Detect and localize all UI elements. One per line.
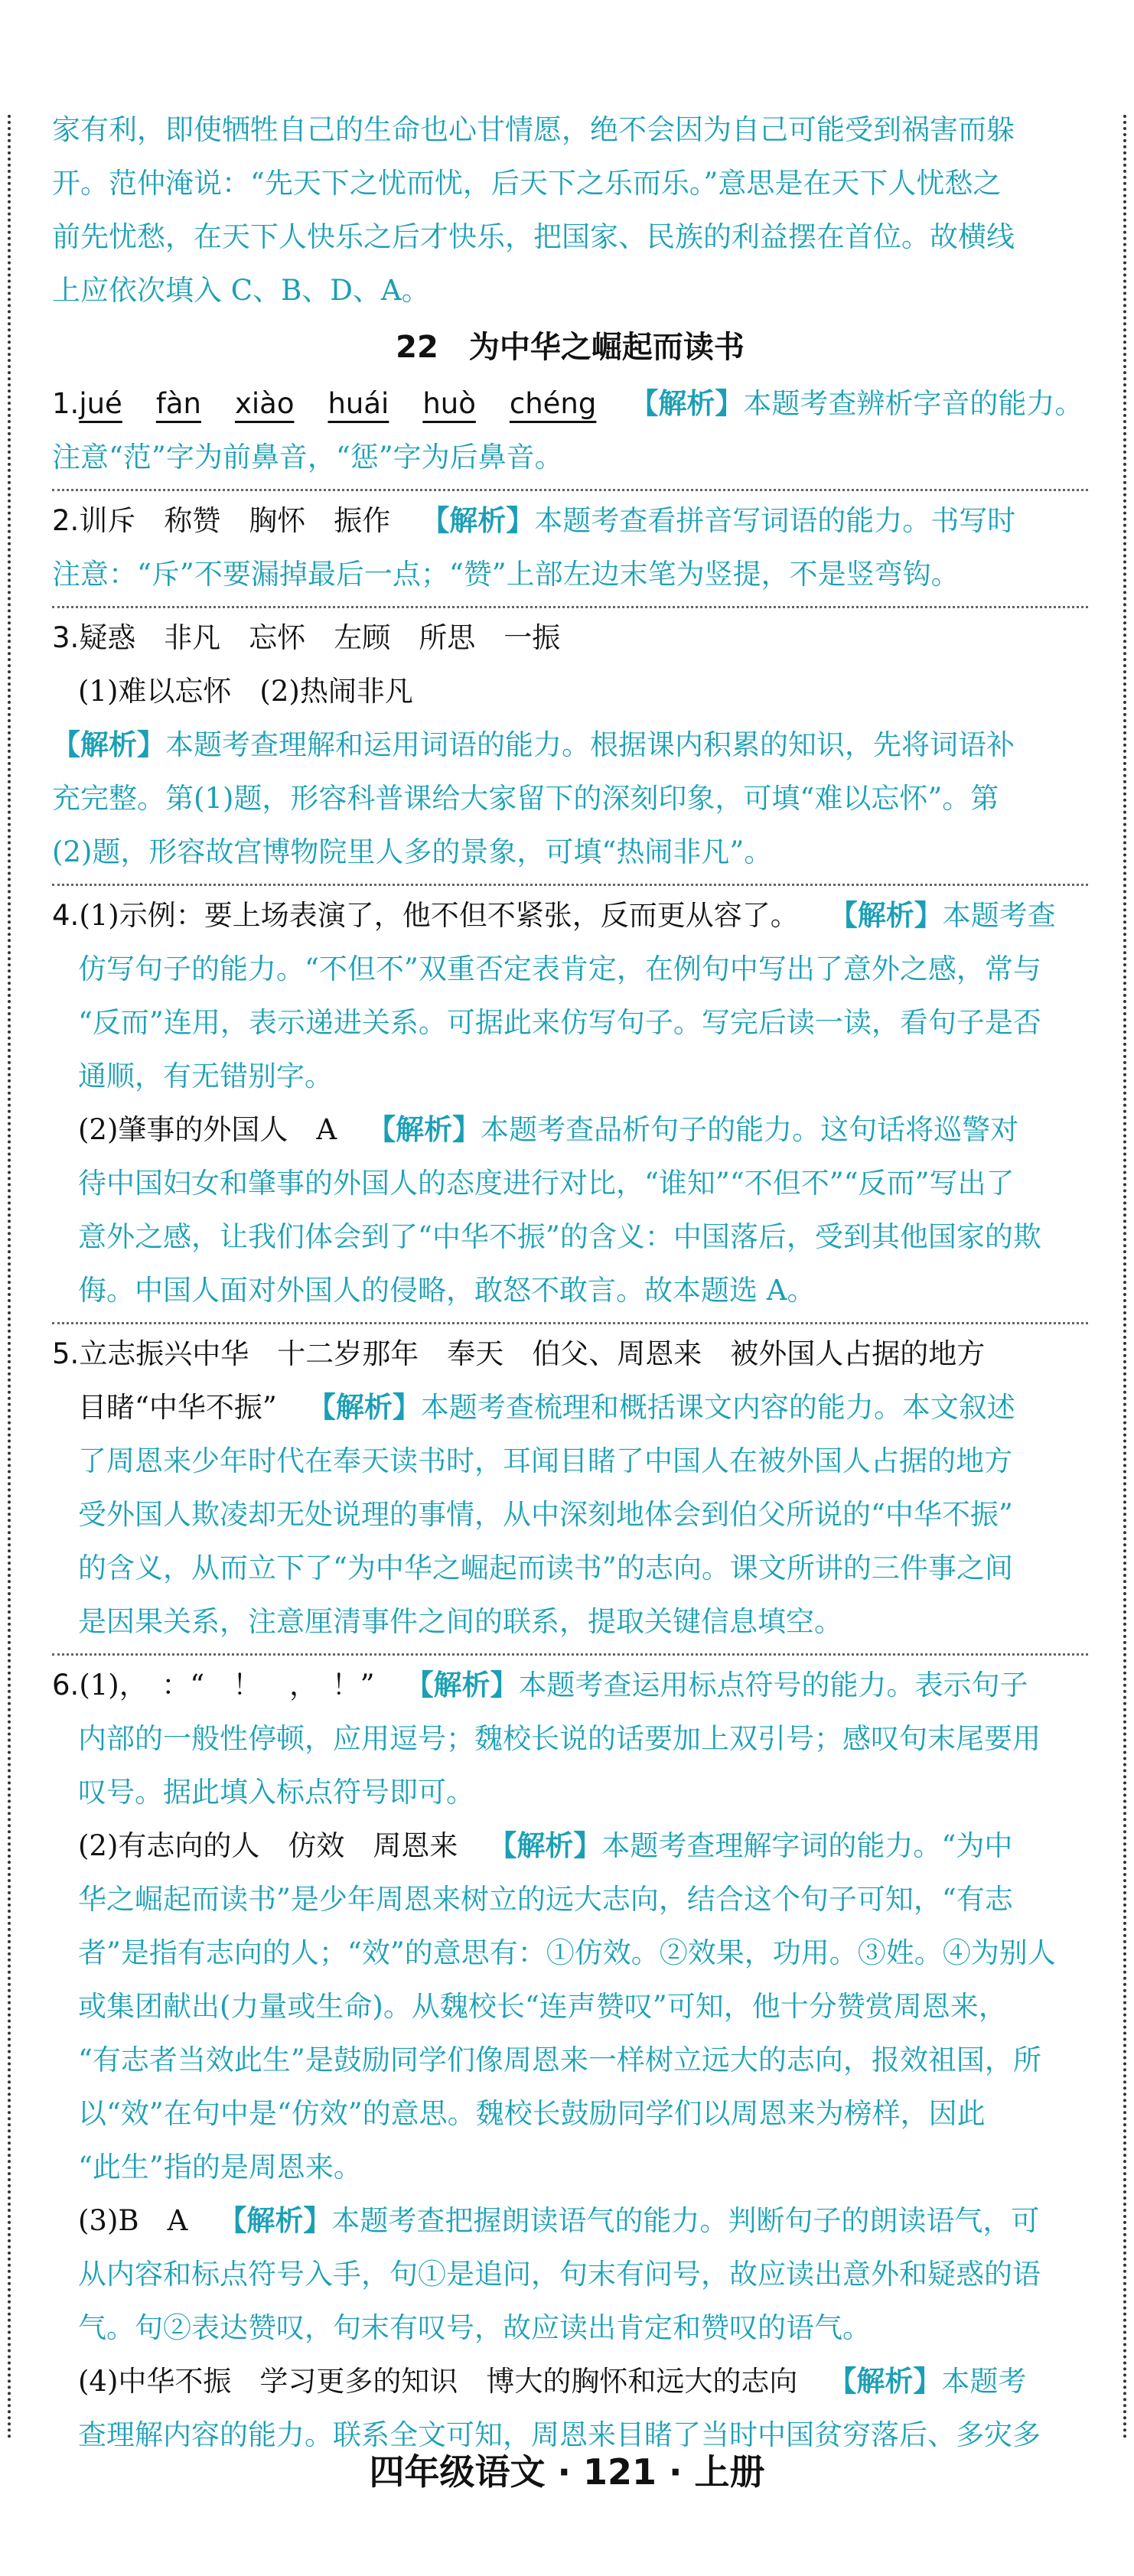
analysis-text: 从内容和标点符号入手，句①是追问，句末有问号，故应读出意外和疑惑的语 — [78, 2258, 1041, 2291]
answer-text: 立志振兴中华 十二岁那年 奉天 伯父、周恩来 被外国人占据的地方 — [79, 1337, 986, 1370]
analysis-text: 本题考查理解字词的能力。“为中 — [601, 1829, 1013, 1862]
pinyin-answer: xiào — [234, 387, 295, 420]
answer-text: (4)中华不振 学习更多的知识 博大的胸怀和远大的志向 — [78, 2365, 798, 2398]
analysis-text: 以“效”在句中是“仿效”的意思。魏校长鼓励同学们以周恩来为榜样，因此 — [78, 2097, 986, 2130]
answer-text: (1)难以忘怀 (2)热闹非凡 — [78, 675, 413, 708]
page-content — [52, 103, 1088, 2462]
q5-line1 — [52, 1327, 1088, 1381]
answer-text: (2)肇事的外国人 A — [78, 1113, 337, 1146]
intro-line: 上应依次填入 C、B、D、A。 — [52, 274, 430, 307]
analysis-tag: 【解析】 — [488, 1829, 602, 1862]
analysis-text: “有志者当效此生”是鼓励同学们像周恩来一样树立远大的志向，报效祖国，所 — [78, 2044, 1041, 2076]
answer-text: 训斥 称赞 胸怀 振作 — [79, 504, 391, 537]
intro-line: 开。范仲淹说：“先天下之忧而忧，后天下之乐而乐。”意思是在天下人忧愁之 — [52, 167, 1002, 200]
analysis-text: 待中国妇女和肇事的外国人的态度进行对比，“谁知”“不但不”“反而”写出了 — [78, 1167, 1015, 1200]
analysis-text: 意外之感，让我们体会到了“中华不振”的含义：中国落后，受到其他国家的欺 — [78, 1220, 1041, 1253]
analysis-tag: 【解析】 — [307, 1391, 421, 1424]
analysis-text: 侮。中国人面对外国人的侵略，敢怒不敢言。故本题选 A。 — [78, 1274, 816, 1307]
q3-line1 — [52, 611, 1088, 665]
analysis-text: 者”是指有志向的人；“效”的意思有：①仿效。②效果，功用。③姓。④为别人 — [78, 1936, 1056, 1969]
q2-number: 2. — [52, 504, 80, 537]
analysis-text: 是因果关系，注意厘清事件之间的联系，提取关键信息填空。 — [78, 1605, 842, 1638]
analysis-text: 充完整。第(1)题，形容科普课给大家留下的深刻印象，可填“难以忘怀”。第 — [52, 782, 999, 815]
q1-line1 — [52, 377, 1088, 431]
analysis-text: 内部的一般性停顿，应用逗号；魏校长说的话要加上双引号；感叹句末尾要用 — [78, 1722, 1041, 1755]
analysis-tag: 【解析】 — [630, 387, 744, 420]
analysis-text: (2)题，形容故宫博物院里人多的景象，可填“热闹非凡”。 — [52, 835, 773, 868]
answer-text: (1)， ：“ ！ ， ！” — [79, 1669, 375, 1702]
analysis-text: 本题考查把握朗读语气的能力。判断句子的朗读语气，可 — [331, 2204, 1040, 2237]
answer-text: (2)有志向的人 仿效 周恩来 — [78, 1829, 458, 1862]
analysis-text: 的含义，从而立下了“为中华之崛起而读书”的志向。课文所讲的三件事之间 — [78, 1552, 1013, 1584]
analysis-text: 注意“范”字为前鼻音，“惩”字为后鼻音。 — [52, 441, 563, 474]
analysis-text: 本题考查运用标点符号的能力。表示句子 — [518, 1669, 1028, 1702]
q5-number: 5. — [52, 1337, 80, 1370]
intro-line: 前先忧愁，在天下人快乐之后才快乐，把国家、民族的利益摆在首位。故横线 — [52, 220, 1015, 253]
analysis-text: 本题考查 — [942, 899, 1056, 932]
analysis-text: 叹号。据此填入标点符号即可。 — [78, 1776, 474, 1809]
analysis-text: 华之崛起而读书”是少年周恩来树立的远大志向，结合这个句子可知，“有志 — [78, 1883, 1013, 1916]
intro-line: 家有利，即使牺牲自己的生命也心甘情愿，绝不会因为自己可能受到祸害而躲 — [52, 113, 1015, 146]
divider — [52, 606, 1088, 608]
analysis-text: 气。句②表达赞叹，句末有叹号，故应读出肯定和赞叹的语气。 — [78, 2311, 871, 2344]
q4-line1 — [52, 889, 1088, 943]
q6-line1 — [52, 1659, 1088, 1712]
lesson-title: 22 为中华之崛起而读书 — [396, 330, 745, 365]
divider — [52, 884, 1088, 886]
q6-line4 — [52, 1819, 1088, 1873]
page-footer: 四年级语文 · 121 · 上册 — [369, 2451, 765, 2493]
analysis-text: 了周恩来少年时代在奉天读书时，耳闻目睹了中国人在被外国人占据的地方 — [78, 1444, 1012, 1477]
analysis-tag: 【解析】 — [828, 2365, 942, 2398]
divider — [52, 489, 1088, 491]
analysis-text: 本题考查理解和运用词语的能力。根据课内积累的知识，先将词语补 — [165, 728, 1015, 761]
divider — [52, 1653, 1088, 1656]
q6-number: 6. — [52, 1669, 80, 1702]
analysis-text: 通顺，有无错别字。 — [78, 1060, 333, 1093]
q3-analysis-line — [52, 718, 1088, 772]
analysis-tag: 【解析】 — [829, 899, 943, 932]
q4-number: 4. — [52, 899, 80, 932]
q2-line1 — [52, 494, 1088, 548]
analysis-text: 本题考查梳理和概括课文内容的能力。本文叙述 — [420, 1391, 1015, 1424]
analysis-tag: 【解析】 — [421, 504, 535, 537]
analysis-text: 本题考 — [941, 2365, 1027, 2398]
analysis-tag: 【解析】 — [405, 1669, 519, 1702]
analysis-text: “此生”指的是周恩来。 — [78, 2151, 362, 2184]
analysis-text: “反而”连用，表示递进关系。可据此来仿写句子。写完后读一读，看句子是否 — [78, 1006, 1041, 1039]
q6-line12 — [52, 2194, 1088, 2248]
analysis-tag: 【解析】 — [367, 1113, 481, 1146]
analysis-text: 受外国人欺凌却无处说理的事情，从中深刻地体会到伯父所说的“中华不振” — [78, 1498, 1013, 1531]
analysis-text: 查理解内容的能力。联系全文可知，周恩来目睹了当时中国贫穷落后、多灾多 — [78, 2418, 1041, 2451]
analysis-text: 本题考查品析句子的能力。这句话将巡警对 — [481, 1113, 1019, 1146]
pinyin-answer: chéng — [509, 387, 597, 420]
pinyin-answer: jué — [79, 387, 122, 420]
answer-text: 目睹“中华不振” — [78, 1391, 277, 1424]
analysis-tag: 【解析】 — [218, 2204, 332, 2237]
analysis-text: 或集团献出(力量或生命)。从魏校长“连声赞叹”可知，他十分赞赏周恩来， — [78, 1990, 1007, 2023]
analysis-text: 注意：“斥”不要漏掉最后一点；“赞”上部左边末笔为竖提，不是竖弯钩。 — [52, 558, 960, 591]
q5-line2 — [52, 1381, 1088, 1435]
answer-text: (1)示例：要上场表演了，他不但不紧张，反而更从容了。 — [79, 899, 799, 932]
divider — [52, 1322, 1088, 1324]
pinyin-answer: fàn — [155, 387, 201, 420]
q1-number: 1. — [52, 387, 80, 420]
analysis-tag: 【解析】 — [52, 728, 165, 761]
q4-line5 — [52, 1103, 1088, 1157]
right-dotted-border — [1123, 115, 1126, 2441]
q6-line15 — [52, 2355, 1088, 2408]
pinyin-answer: huái — [327, 387, 389, 420]
answer-text: 疑惑 非凡 忘怀 左顾 所思 一振 — [79, 621, 561, 654]
analysis-text: 仿写句子的能力。“不但不”双重否定表肯定，在例句中写出了意外之感，常与 — [78, 953, 1041, 985]
analysis-text: 本题考查辨析字音的能力。 — [743, 387, 1083, 420]
left-dotted-border — [8, 115, 11, 2441]
analysis-text: 本题考查看拼音写词语的能力。书写时 — [534, 504, 1016, 537]
q3-number: 3. — [52, 621, 80, 654]
pinyin-answer: huò — [422, 387, 476, 420]
answer-text: (3)B A — [78, 2204, 188, 2237]
